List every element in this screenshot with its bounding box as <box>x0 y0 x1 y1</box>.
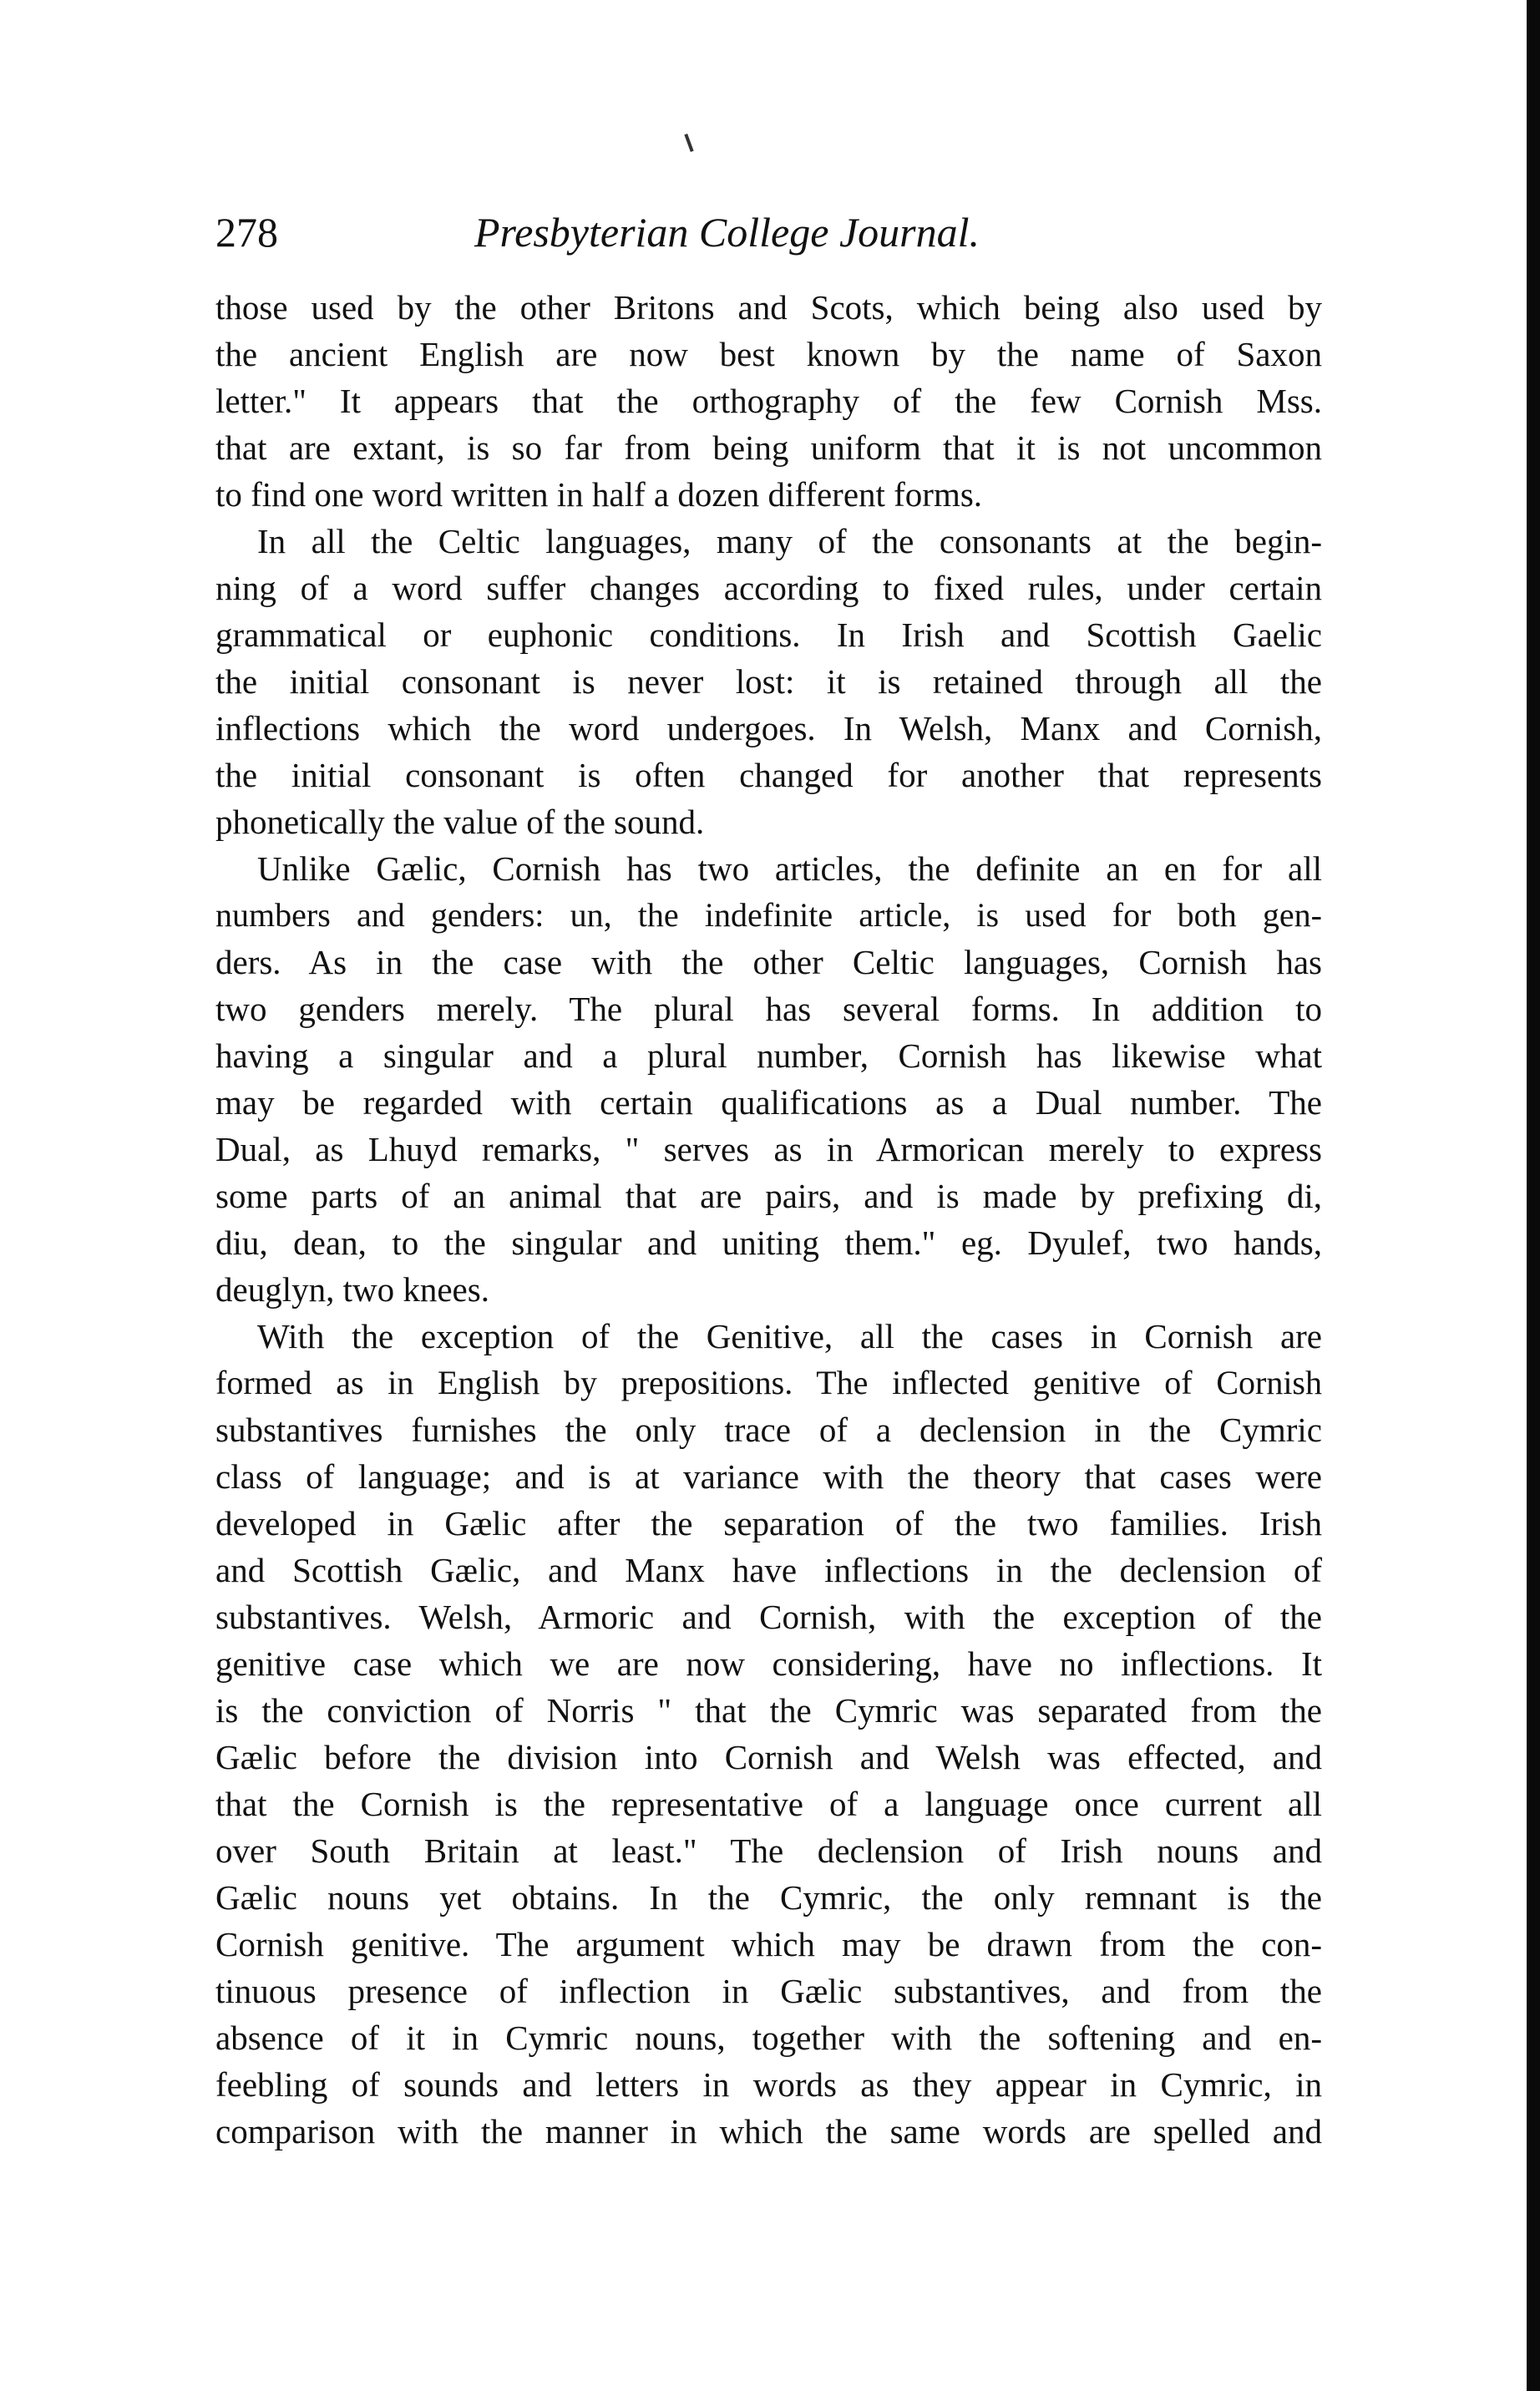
text-line: ders. As in the case with the other Celtic languages, Cornish has <box>215 943 1322 981</box>
text-line: over South Britain at least." The declension of Irish nouns and <box>215 1831 1322 1870</box>
text-line: ning of a word suffer changes according to fixed rules, under certain <box>215 569 1322 607</box>
page-edge-shadow <box>1527 0 1540 2391</box>
text-line: formed as in English by prepositions. The inflected genitive of Cornish <box>215 1364 1322 1401</box>
text-line: Gælic nouns yet obtains. In the Cymric, the only remnant is the <box>215 1878 1322 1917</box>
text-line: class of language; and is at variance with the theory that cases were <box>215 1457 1322 1496</box>
text-line: With the exception of the Genitive, all the cases in Cornish are <box>257 1317 1322 1355</box>
text-line: substantives. Welsh, Armoric and Cornish, with the exception of the <box>215 1598 1322 1636</box>
text-line: is the conviction of Norris " that the Cymric was separated from the <box>215 1691 1322 1730</box>
scan-speck <box>684 134 693 152</box>
text-line: numbers and genders: un, the indefinite article, is used for both gen- <box>215 896 1322 934</box>
text-line: two genders merely. The plural has several forms. In addition to <box>215 990 1322 1028</box>
text-line: comparison with the manner in which the same words are spelled and <box>215 2112 1322 2150</box>
text-line: Unlike Gælic, Cornish has two articles, the definite an en for all <box>257 849 1322 888</box>
text-line: Cornish genitive. The argument which may be drawn from the con- <box>215 1925 1322 1963</box>
text-line: inflections which the word undergoes. In Welsh, Manx and Cornish, <box>215 709 1322 747</box>
page-number: 278 <box>215 209 278 256</box>
text-line: to find one word written in half a dozen different forms. <box>215 475 983 514</box>
text-line: absence of it in Cymric nouns, together with the softening and en- <box>215 2019 1322 2057</box>
text-line: letter." It appears that the orthography of the few Cornish Mss. <box>215 382 1322 420</box>
text-line: developed in Gælic after the separation of the two families. Irish <box>215 1504 1322 1542</box>
text-line: the initial consonant is never lost: it is retained through all the <box>215 662 1322 701</box>
running-header <box>215 203 1326 261</box>
text-line: In all the Celtic languages, many of the consonants at the begin- <box>257 522 1322 560</box>
text-line: those used by the other Britons and Scots, which being also used by <box>215 288 1322 327</box>
text-line: that are extant, is so far from being uniform that it is not uncommon <box>215 428 1322 467</box>
text-line: grammatical or euphonic conditions. In Irish and Scottish Gaelic <box>215 615 1322 654</box>
text-line: Gælic before the division into Cornish and Welsh was effected, and <box>215 1738 1322 1776</box>
text-line: genitive case which we are now considering, have no inflections. It <box>215 1644 1322 1683</box>
text-line: the ancient English are now best known by the name of Saxon <box>215 335 1322 373</box>
text-line: Dual, as Lhuyd remarks, " serves as in Armorican merely to express <box>215 1130 1322 1168</box>
text-line: substantives furnishes the only trace of a declension in the Cymric <box>215 1411 1322 1449</box>
text-line: the initial consonant is often changed for another that represents <box>215 756 1322 794</box>
text-line: phonetically the value of the sound. <box>215 803 705 841</box>
text-line: that the Cornish is the representative of a language once current all <box>215 1785 1322 1823</box>
text-line: and Scottish Gælic, and Manx have inflections in the declension of <box>215 1551 1322 1589</box>
running-title: Presbyterian College Journal. <box>474 209 980 256</box>
text-line: having a singular and a plural number, Cornish has likewise what <box>215 1036 1322 1075</box>
text-line: may be regarded with certain qualifications as a Dual number. The <box>215 1083 1322 1122</box>
text-line: tinuous presence of inflection in Gælic substantives, and from the <box>215 1972 1322 2010</box>
text-line: some parts of an animal that are pairs, and is made by prefixing di, <box>215 1177 1322 1215</box>
text-line: feebling of sounds and letters in words as they appear in Cymric, in <box>215 2065 1322 2104</box>
text-line: diu, dean, to the singular and uniting them." eg. Dyulef, two hands, <box>215 1223 1322 1262</box>
body-text <box>215 284 1322 2155</box>
text-line: deuglyn, two knees. <box>215 1270 489 1309</box>
